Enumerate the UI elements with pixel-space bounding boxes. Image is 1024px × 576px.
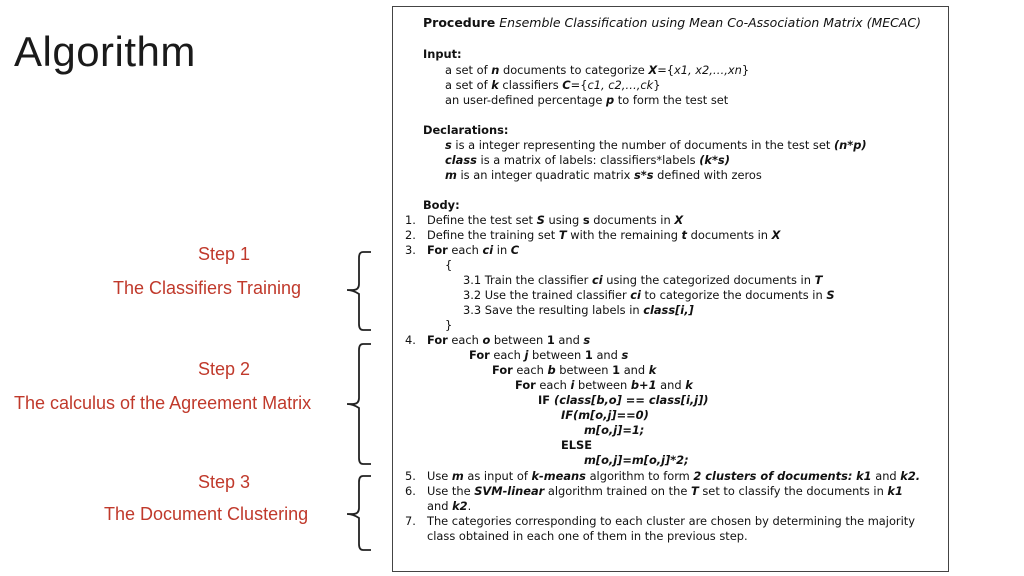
step-3-number-label: 3. <box>405 243 416 257</box>
declaration-line-1: s is a integer representing the number of documents in the test set (n*p) <box>445 138 867 152</box>
step-3-number: Step 3 <box>198 472 251 492</box>
body-step-7: The categories corresponding to each cluster are chosen by determining the majority <box>427 514 915 528</box>
procedure-box <box>392 6 949 572</box>
body-step-6: Use the SVM-linear algorithm trained on the T set to classify the documents in k1 <box>427 484 903 498</box>
body-step-2: Define the training set T with the remaining t documents in X <box>427 228 781 242</box>
step-7-number-label: 7. <box>405 514 416 528</box>
step-2-description: The calculus of the Agreement Matrix <box>14 393 312 413</box>
step-3-brace <box>345 474 375 552</box>
body-step-3-3: 3.3 Save the resulting labels in class[i,] <box>463 303 694 317</box>
body-step-3: For each ci in C <box>427 243 520 257</box>
step-5-number-label: 5. <box>405 469 416 483</box>
input-line-2: a set of k classifiers C={c1, c2,…,ck} <box>445 78 661 92</box>
step-4-number-label: 4. <box>405 333 416 347</box>
body-step-4-else: ELSE <box>561 438 593 452</box>
input-heading: Input: <box>423 47 462 61</box>
declaration-line-3: m is an integer quadratic matrix s*s defined with zeros <box>445 168 762 182</box>
slide-title: Algorithm <box>14 28 196 75</box>
body-step-4-if-m: IF(m[o,j]==0) <box>561 408 649 422</box>
body-step-7-continued: class obtained in each one of them in the previous step. <box>427 529 748 543</box>
step-1-description: The Classifiers Training <box>113 278 302 298</box>
body-heading: Body: <box>423 198 460 212</box>
body-step-6-continued: and k2. <box>427 499 472 513</box>
body-step-3-2: 3.2 Use the trained classifier ci to categorize the documents in S <box>463 288 835 302</box>
body-step-4-if-class: IF (class[b,o] == class[i,j]) <box>538 393 709 407</box>
body-step-4-assign-1: m[o,j]=1; <box>584 423 645 437</box>
body-step-4-assign-2: m[o,j]=m[o,j]*2; <box>584 453 689 467</box>
step-2-number-label: 2. <box>405 228 416 242</box>
declaration-line-2: class is a matrix of labels: classifiers*labels (k*s) <box>445 153 730 167</box>
step-2-brace <box>345 342 375 466</box>
step-6-number-label: 6. <box>405 484 416 498</box>
step-3-description: The Document Clustering <box>104 504 309 524</box>
body-step-4-loop-j: For each j between 1 and s <box>469 348 629 362</box>
body-step-4-loop-i: For each i between b+1 and k <box>515 378 693 392</box>
body-step-4-loop-b: For each b between 1 and k <box>492 363 657 377</box>
step-1-brace <box>345 250 375 332</box>
step-1-number-label: 1. <box>405 213 416 227</box>
step-3-open-brace: { <box>445 258 453 272</box>
step-1-number: Step 1 <box>198 244 251 264</box>
body-step-1: Define the test set S using s documents in X <box>427 213 684 227</box>
body-step-3-1: 3.1 Train the classifier ci using the categorized documents in T <box>463 273 823 287</box>
step-3-close-brace: } <box>445 318 453 332</box>
input-line-1: a set of n documents to categorize X={x1, x2,…,xn} <box>445 63 750 77</box>
declarations-heading: Declarations: <box>423 123 509 137</box>
body-step-5: Use m as input of k-means algorithm to form 2 clusters of documents: k1 and k2. <box>427 469 921 483</box>
step-2-number: Step 2 <box>198 359 251 379</box>
body-step-4: For each o between 1 and s <box>427 333 591 347</box>
procedure-header: Procedure Ensemble Classification using Mean Co-Association Matrix (MECAC) <box>423 15 922 30</box>
input-line-3: an user-defined percentage p to form the test set <box>445 93 729 107</box>
